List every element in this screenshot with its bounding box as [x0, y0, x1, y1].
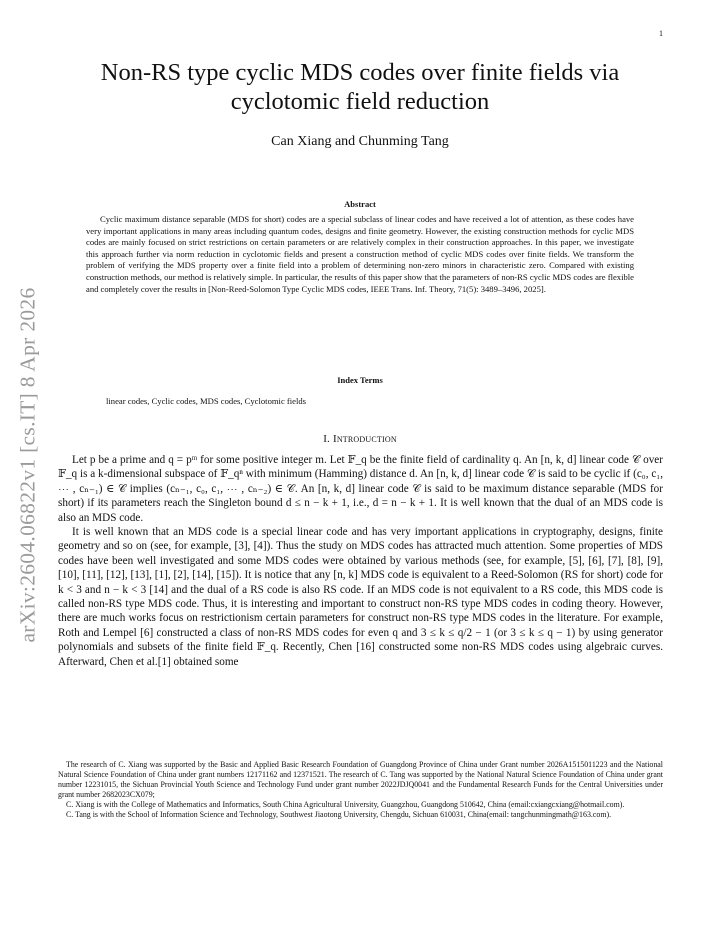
- section-heading: [60, 433, 660, 445]
- page-number: 1: [659, 29, 663, 38]
- paper-authors: Can Xiang and Chunming Tang: [271, 134, 449, 149]
- body-paragraph: It is well known that an MDS code is a special linear code and has very important applications in cryptography, designs, finite geometry and so on (see, for example, [3], [4]). Thus the study on MDS codes has attracted much attention. Some properties of MDS codes have been well investigated and some MDS codes were obtained by various methods (see, for example, [5], [6], [7], [8], [9], [10], [11], [12], [13], [1], [2], [14], [15]). It is notice that any [n, k] MDS code is equivalent to a Reed-Solomon (RS for short) code for k < 3 and n − k < 3 [14] and the dual of a RS code is also RS code. If an MDS code is not equivalent to a RS code, this MDS code is called non-RS type MDS code. Thus, it is interesting and important to construct non-RS type MDS codes in coding theory. However, there are much works focus on restrictionism certain parameters for construct non-RS type MDS codes in the literature. For example, Roth and Lempel [6] constructed a class of non-RS MDS codes for even q and 3 ≤ k ≤ q/2 − 1 (or 3 ≤ k ≤ q − 1) by using generator polynomials and subsets of the finite field 𝔽_q. Recently, Chen [16] constructed some non-RS MDS codes using algebraic curves. Afterward, Chen et al.[1] obtained some: [58, 526, 663, 668]
- arxiv-identifier: arXiv:2604.06822v1 [cs.IT] 8 Apr 2026: [15, 287, 40, 643]
- abstract-heading: Abstract: [344, 199, 376, 209]
- footnote-affiliation-tang: C. Tang is with the School of Information Science and Technology, Southwest Jiaotong University, Chengdu, Sichuan 610031, China(email: tangchunmingmath@163.com).: [66, 810, 612, 819]
- index-terms-text: linear codes, Cyclic codes, MDS codes, Cyclotomic fields: [106, 396, 306, 406]
- footnote-affiliation-xiang: C. Xiang is with the College of Mathematics and Informatics, South China Agricultural University, Guangzhou, Guangdong 510642, China (email:cxiangcxiang@hotmail.com).: [66, 800, 625, 809]
- section-title: Introduction: [332, 433, 397, 445]
- abstract-text: Cyclic maximum distance separable (MDS for short) codes are a special subclass of linear codes and have received a lot of attention, as these codes have very important applications in many areas including quantum codes, designs and finite geometry. However, the existing construction methods for cyclic MDS codes are mainly focused on strict restrictions on certain parameters or are relatively complex in their construction approaches. In this paper, we investigate this approach further via norm reduction in cyclotomic fields and present a construction method of cyclic MDS codes over finite fields. We transform the problem of verifying the MDS property over a finite field into a problem of determining non-zero minors in characteristic zero. Compared with existing construction methods, our method is relatively simple. In particular, the results of this paper show that the parameters of non-RS cyclic MDS codes are flexible and completely cover the results in [Non-Reed-Solomon Type Cyclic MDS codes, IEEE Trans. Inf. Theory, 71(5): 3489–3496, 2025].: [86, 214, 634, 294]
- body-paragraph: Let p be a prime and q = pᵐ for some positive integer m. Let 𝔽_q be the finite field of cardinality q. An [n, k, d] linear code 𝒞 over 𝔽_q is a k-dimensional subspace of 𝔽_qⁿ with minimum (Hamming) distance d. An [n, k, d] linear code 𝒞 is said to be cyclic if (c₀, c₁, ⋯ , cₙ₋₁) ∈ 𝒞 implies (cₙ₋₁, c₀, c₁, ⋯ , cₙ₋₂) ∈ 𝒞. An [n, k, d] linear code 𝒞 is said to be maximum distance separable (MDS for short) if its parameters reach the Singleton bound d ≤ n − k + 1, i.e., d = n − k + 1. It is well known that the dual of an MDS code is also an MDS code.: [58, 454, 663, 524]
- section-body: [58, 453, 663, 669]
- index-terms-heading: Index Terms: [337, 375, 383, 385]
- footnote-funding: The research of C. Xiang was supported by the Basic and Applied Basic Research Foundation of Guangdong Province of China under Grant number 2026A1515011223 and the National Natural Science Foundation of China under grant numbers 12171162 and 12371521. The research of C. Tang was supported by the National Natural Science Foundation of China under grant number 12231015, the Sichuan Provincial Youth Science and Technology Fund under grant number 2022JDJQ0041 and the Fundamental Research Funds for the Central Universities under grant number 2682023CX079;: [58, 760, 663, 799]
- section-number: I.: [323, 433, 331, 445]
- paper-title: Non-RS type cyclic MDS codes over finite fields via cyclotomic field reduction: [100, 59, 620, 115]
- arxiv-stamp: [8, 265, 48, 665]
- footnotes: [58, 760, 663, 820]
